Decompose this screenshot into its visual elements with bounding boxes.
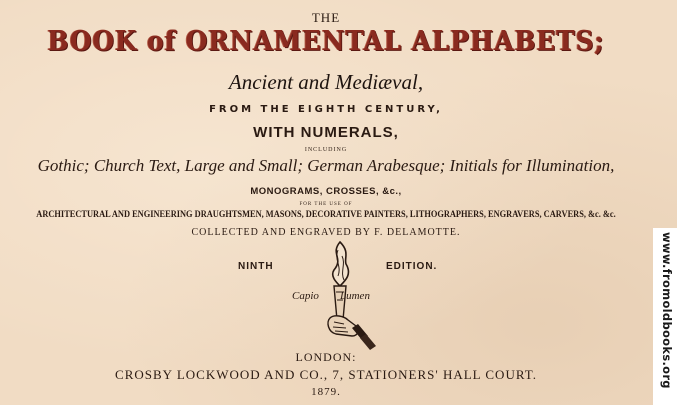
publication-year: 1879.	[311, 386, 341, 398]
title-article: THE	[311, 10, 341, 25]
monograms-line: MONOGRAMS, CROSSES, &c.,	[250, 186, 402, 197]
motto-left: Capio	[292, 290, 319, 302]
hand-icon	[328, 316, 358, 336]
styles-line: Gothic; Church Text, Large and Small; German Arabesque; Initials for Illumination,	[37, 156, 615, 175]
for-use-label: FOR THE USE OF	[299, 202, 353, 207]
numerals-line: WITH NUMERALS,	[253, 124, 399, 141]
edition-label: EDITION.	[386, 261, 438, 272]
watermark-strip	[653, 228, 677, 405]
motto-right: Lumen	[340, 290, 370, 302]
watermark-text: www.fromoldbooks.org	[660, 232, 674, 389]
edition-number: NINTH	[238, 261, 274, 272]
publisher-line: CROSBY LOCKWOOD AND CO., 7, STATIONERS' HALL COURT.	[115, 367, 537, 382]
book-title: BOOK of ORNAMENTAL ALPHABETS;	[47, 26, 605, 57]
author-line: COLLECTED AND ENGRAVED BY F. DELAMOTTE.	[191, 227, 461, 238]
flame-icon	[333, 242, 349, 286]
subtitle: Ancient and Mediæval,	[228, 70, 424, 94]
audience-line: ARCHITECTURAL AND ENGINEERING DRAUGHTSMEN, MASONS, DECORATIVE PAINTERS, LITHOGRAPHERS, ENGRAVERS, CARVERS, &c. &c.	[36, 209, 616, 219]
including-label: INCLUDING	[304, 147, 348, 153]
publication-city: LONDON:	[295, 350, 357, 364]
period-line: FROM THE EIGHTH CENTURY,	[209, 104, 443, 115]
